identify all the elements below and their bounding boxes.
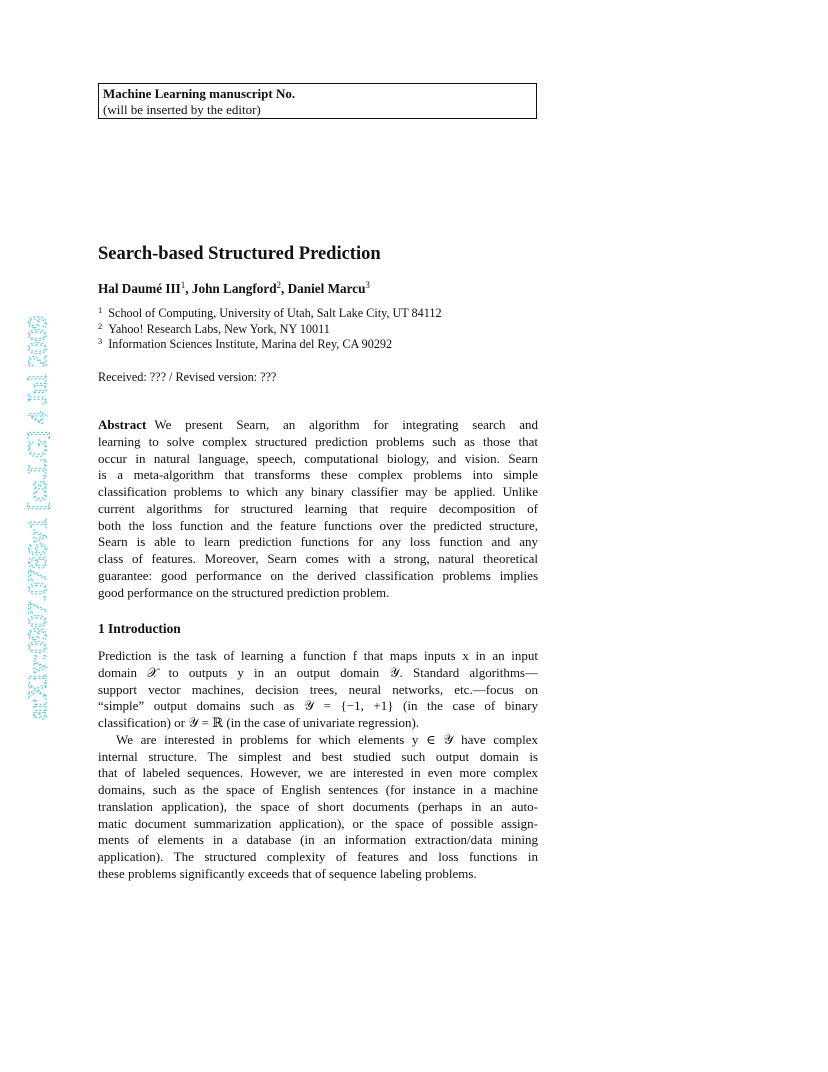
arxiv-stamp xyxy=(8,270,58,730)
author-separator: , xyxy=(281,281,288,296)
author-list xyxy=(98,281,370,297)
affiliation xyxy=(98,337,442,353)
author-mark: 2 xyxy=(276,280,282,290)
paragraph-line: domains, such as the space of English sentences (for instance in a machine xyxy=(98,782,538,797)
received-date: Received: ??? / Revised version: ??? xyxy=(98,370,277,384)
abstract xyxy=(98,417,538,601)
paragraph-line: application). The structured complexity of features and loss functions in xyxy=(98,849,538,864)
affiliation-mark: 1 xyxy=(98,305,103,315)
paragraph-line: support vector machines, decision trees, neural networks, etc.—focus on xyxy=(98,681,538,697)
affiliation-list xyxy=(98,306,442,353)
editor-note: (will be inserted by the editor) xyxy=(103,102,261,117)
author-mark: 3 xyxy=(365,280,370,290)
author-separator: , xyxy=(185,281,192,296)
paragraph-line: Prediction is the task of learning a function f that maps inputs x in an input xyxy=(98,648,538,663)
author-name: Hal Daumé III xyxy=(98,281,181,296)
arxiv-identifier: arXiv:0907.0786v1 [cs.LG] 4 Jul 2009 xyxy=(23,315,52,720)
paragraph-line: translation application), the space of short documents (perhaps in an auto- xyxy=(98,798,538,814)
abstract-line: classification problems to which any binary classifier may be applied. Unlike xyxy=(98,484,538,499)
affiliation xyxy=(98,306,442,322)
section-heading: 1 Introduction xyxy=(98,621,181,636)
author-mark: 1 xyxy=(180,280,186,290)
author-name: Daniel Marcu xyxy=(287,281,366,296)
affiliation-mark: 3 xyxy=(98,336,103,346)
abstract-line: guarantee: good performance on the derived classification problems implies xyxy=(98,567,538,583)
abstract-line: class of features. Moreover, Searn comes with a strong, natural theoretical xyxy=(98,551,538,566)
abstract-line xyxy=(98,417,538,434)
paragraph-line: classification) or 𝒴 = ℝ (in the case of univariate regression). xyxy=(98,715,420,730)
abstract-line: occur in natural language, speech, computational biology, and vision. Searn xyxy=(98,450,538,466)
abstract-line: is a meta-algorithm that transforms these complex problems into simple xyxy=(98,467,538,483)
abstract-line: good performance on the structured prediction problem. xyxy=(98,584,390,600)
paragraph-line: internal structure. The simplest and best studied such output domain is xyxy=(98,748,538,764)
manuscript-number-label: Machine Learning manuscript No. xyxy=(103,86,296,101)
paragraph-line: ments of elements in a database (in an information extraction/data mining xyxy=(98,832,538,848)
paragraph-line: matic document summarization application), or the space of possible assign- xyxy=(98,815,538,831)
paragraph-line: “simple” output domains such as 𝒴 = {−1, +1} (in the case of binary xyxy=(98,698,538,714)
abstract-text: We present Searn, an algorithm for integrating search and xyxy=(154,417,538,432)
affiliation xyxy=(98,322,442,338)
affiliation-text: School of Computing, University of Utah, Salt Lake City, UT 84112 xyxy=(108,306,442,320)
paragraph-line: domain 𝒳 to outputs y in an output domain 𝒴. Standard algorithms— xyxy=(98,664,538,680)
abstract-label: Abstract xyxy=(98,417,147,432)
paragraph-line: these problems significantly exceeds that of sequence labeling problems. xyxy=(98,865,477,881)
paragraph-line: We are interested in problems for which elements y ∈ 𝒴 have complex xyxy=(116,731,538,747)
affiliation-text: Yahoo! Research Labs, New York, NY 10011 xyxy=(108,321,330,336)
abstract-line: current algorithms for structured learning that require decomposition of xyxy=(98,500,538,516)
author-name: John Langford xyxy=(191,281,277,296)
introduction-body xyxy=(98,648,538,883)
abstract-line: Searn is able to learn prediction functions for any loss function and any xyxy=(98,534,538,550)
affiliation-text: Information Sciences Institute, Marina del Rey, CA 90292 xyxy=(108,337,393,351)
paper-title: Search-based Structured Prediction xyxy=(98,244,381,264)
abstract-line: learning to solve complex structured prediction problems such as those that xyxy=(98,433,538,449)
manuscript-box xyxy=(98,83,537,119)
paragraph-line: that of labeled sequences. However, we are interested in even more complex xyxy=(98,765,538,781)
affiliation-mark: 2 xyxy=(98,320,103,331)
abstract-line: both the loss function and the feature functions over the predicted structure, xyxy=(98,517,538,533)
